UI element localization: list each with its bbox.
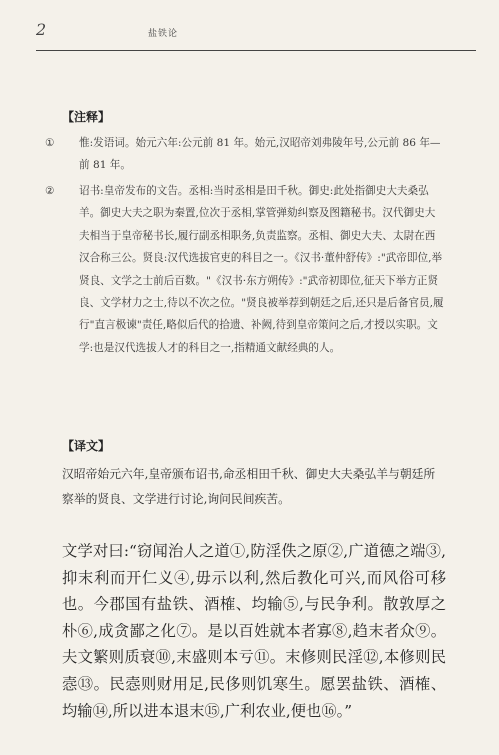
original-text-paragraph: 文学对曰:“窃闻治人之道①,防淫佚之原②,广道德之端③,抑末利而开仁义④,毋示以利,然后教化可兴,而风俗可移也。今郡国有盐铁、酒榷、均输⑤,与民争利。散敦厚之朴⑥,成贪鄙之化⑦。是以百姓就本者寡⑧,趋末者众⑨。夫文繁则质衰⑩,末盛则本亏⑪。末修则民淫⑫,本修则民悫⑬。民悫则财用足,民侈则饥寒生。愿罢盐铁、酒榷、均输⑭,所以进本退末⑮,广利农业,便也⑯。” [62, 542, 446, 720]
translation-heading: 【译文】 [62, 439, 111, 453]
page-number: 2 [36, 20, 47, 39]
note-number: ② [45, 185, 55, 197]
translation-paragraph: 汉昭帝始元六年,皇帝颁布诏书,命丞相田千秋、御史大夫桑弘羊与朝廷所察举的贤良、文学进行讨论,询问民间疾苦。 [62, 467, 436, 506]
note-item [45, 180, 444, 359]
page-header [36, 20, 476, 51]
running-title: 盐铁论 [148, 29, 179, 39]
notes-heading: 【注释】 [62, 110, 111, 124]
note-text: 惟:发语词。始元六年:公元前 81 年。始元,汉昭帝刘弗陵年号,公元前 86 年—前 81 年。 [79, 137, 441, 172]
note-number: ① [45, 137, 55, 149]
note-text: 诏书:皇帝发布的文告。丞相:当时丞相是田千秋。御史:此处指御史大夫桑弘羊。御史大夫之职为秦置,位次于丞相,掌管弹劾纠察及图籍秘书。汉代御史大夫相当于皇帝秘书长,履行副丞相职务,负责监察。丞相、御史大夫、太尉在西汉合称三公。贤良:汉代选拔官吏的科目之一。《汉书·董仲舒传》:"武帝即位,举贤良、文学之士前后百数。"《汉书·东方朔传》:"武帝初即位,征天下举方正贤良、文学材力之士,待以不次之位。"贤良被举荐到朝廷之后,还只是后备官员,履行"直言极谏"责任,略似后代的拾遗、补阙,待到皇帝策问之后,才授以实职。文学:也是汉代选拔人才的科目之一,指精通文献经典的人。 [79, 185, 444, 354]
note-item [45, 132, 444, 177]
